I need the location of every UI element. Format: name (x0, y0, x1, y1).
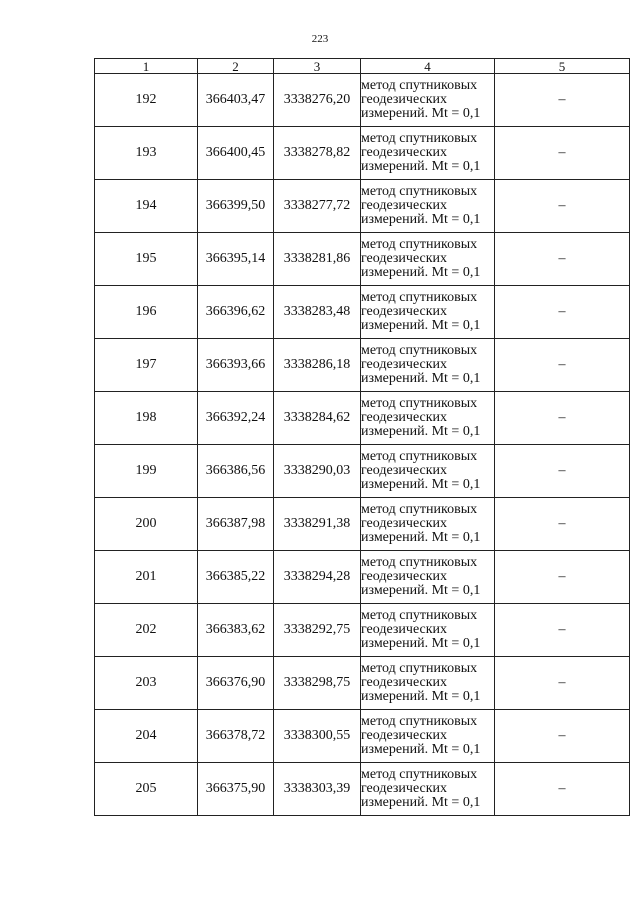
method-line: измерений. Mt = 0,1 (361, 318, 481, 333)
table-row (95, 180, 630, 233)
point-number-cell: 197 (95, 339, 198, 392)
method-line: измерений. Mt = 0,1 (361, 212, 481, 227)
note-cell: – (495, 74, 630, 127)
method-cell (361, 233, 495, 286)
table-row (95, 233, 630, 286)
method-cell (361, 392, 495, 445)
y-coordinate-cell: 3338303,39 (274, 763, 361, 816)
point-number-cell: 195 (95, 233, 198, 286)
x-coordinate-cell: 366403,47 (198, 74, 274, 127)
method-line: измерений. Mt = 0,1 (361, 371, 481, 386)
x-coordinate-cell: 366395,14 (198, 233, 274, 286)
note-cell: – (495, 551, 630, 604)
y-coordinate-cell: 3338294,28 (274, 551, 361, 604)
method-line: геодезических (361, 463, 448, 478)
table-row (95, 445, 630, 498)
table-row (95, 604, 630, 657)
point-number-cell: 199 (95, 445, 198, 498)
method-line: измерений. Mt = 0,1 (361, 530, 481, 545)
method-cell (361, 286, 495, 339)
x-coordinate-cell: 366385,22 (198, 551, 274, 604)
method-cell (361, 763, 495, 816)
method-cell (361, 180, 495, 233)
note-cell: – (495, 392, 630, 445)
method-line: измерений. Mt = 0,1 (361, 742, 481, 757)
method-cell (361, 74, 495, 127)
method-cell (361, 445, 495, 498)
point-number-cell: 205 (95, 763, 198, 816)
table-row (95, 339, 630, 392)
table-row (95, 127, 630, 180)
method-line: геодезических (361, 781, 448, 796)
method-line: метод спутниковых (361, 396, 478, 411)
method-cell (361, 604, 495, 657)
point-number-cell: 202 (95, 604, 198, 657)
x-coordinate-cell: 366387,98 (198, 498, 274, 551)
method-line: геодезических (361, 304, 448, 319)
method-line: геодезических (361, 622, 448, 637)
x-coordinate-cell: 366383,62 (198, 604, 274, 657)
x-coordinate-cell: 366396,62 (198, 286, 274, 339)
y-coordinate-cell: 3338284,62 (274, 392, 361, 445)
method-line: измерений. Mt = 0,1 (361, 689, 481, 704)
method-line: метод спутниковых (361, 767, 478, 782)
note-cell: – (495, 657, 630, 710)
table-row (95, 763, 630, 816)
point-number-cell: 193 (95, 127, 198, 180)
method-line: метод спутниковых (361, 714, 478, 729)
column-header-2: 2 (198, 59, 274, 74)
method-line: измерений. Mt = 0,1 (361, 795, 481, 810)
y-coordinate-cell: 3338292,75 (274, 604, 361, 657)
note-cell: – (495, 604, 630, 657)
method-line: геодезических (361, 198, 448, 213)
coordinates-table (94, 58, 630, 816)
table-row (95, 551, 630, 604)
method-line: геодезических (361, 251, 448, 266)
note-cell: – (495, 498, 630, 551)
table-body (95, 74, 630, 816)
method-line: геодезических (361, 516, 448, 531)
table-row (95, 286, 630, 339)
x-coordinate-cell: 366400,45 (198, 127, 274, 180)
method-line: метод спутниковых (361, 608, 478, 623)
method-cell (361, 498, 495, 551)
note-cell: – (495, 445, 630, 498)
method-line: измерений. Mt = 0,1 (361, 583, 481, 598)
note-cell: – (495, 180, 630, 233)
point-number-cell: 201 (95, 551, 198, 604)
method-line: метод спутниковых (361, 343, 478, 358)
method-cell (361, 339, 495, 392)
method-line: метод спутниковых (361, 78, 478, 93)
table-row (95, 498, 630, 551)
method-line: измерений. Mt = 0,1 (361, 424, 481, 439)
method-cell (361, 551, 495, 604)
point-number-cell: 198 (95, 392, 198, 445)
method-line: геодезических (361, 675, 448, 690)
method-line: геодезических (361, 569, 448, 584)
note-cell: – (495, 286, 630, 339)
method-line: измерений. Mt = 0,1 (361, 159, 481, 174)
y-coordinate-cell: 3338283,48 (274, 286, 361, 339)
x-coordinate-cell: 366399,50 (198, 180, 274, 233)
point-number-cell: 203 (95, 657, 198, 710)
method-line: метод спутниковых (361, 449, 478, 464)
table-row (95, 74, 630, 127)
y-coordinate-cell: 3338300,55 (274, 710, 361, 763)
page-number: 223 (311, 33, 329, 45)
header-row (95, 59, 630, 74)
note-cell: – (495, 763, 630, 816)
method-cell (361, 657, 495, 710)
method-line: измерений. Mt = 0,1 (361, 265, 481, 280)
y-coordinate-cell: 3338286,18 (274, 339, 361, 392)
y-coordinate-cell: 3338278,82 (274, 127, 361, 180)
method-line: геодезических (361, 357, 448, 372)
y-coordinate-cell: 3338290,03 (274, 445, 361, 498)
table-row (95, 710, 630, 763)
point-number-cell: 200 (95, 498, 198, 551)
x-coordinate-cell: 366376,90 (198, 657, 274, 710)
method-line: метод спутниковых (361, 290, 478, 305)
x-coordinate-cell: 366393,66 (198, 339, 274, 392)
column-header-5: 5 (495, 59, 630, 74)
x-coordinate-cell: 366375,90 (198, 763, 274, 816)
method-line: геодезических (361, 145, 448, 160)
y-coordinate-cell: 3338277,72 (274, 180, 361, 233)
x-coordinate-cell: 366386,56 (198, 445, 274, 498)
column-header-4: 4 (361, 59, 495, 74)
column-header-1: 1 (95, 59, 198, 74)
y-coordinate-cell: 3338281,86 (274, 233, 361, 286)
method-line: метод спутниковых (361, 131, 478, 146)
point-number-cell: 194 (95, 180, 198, 233)
note-cell: – (495, 710, 630, 763)
method-line: метод спутниковых (361, 555, 478, 570)
method-cell (361, 710, 495, 763)
x-coordinate-cell: 366378,72 (198, 710, 274, 763)
y-coordinate-cell: 3338298,75 (274, 657, 361, 710)
method-line: измерений. Mt = 0,1 (361, 106, 481, 121)
table-row (95, 657, 630, 710)
method-line: геодезических (361, 410, 448, 425)
method-line: измерений. Mt = 0,1 (361, 477, 481, 492)
point-number-cell: 204 (95, 710, 198, 763)
method-line: метод спутниковых (361, 184, 478, 199)
method-line: метод спутниковых (361, 502, 478, 517)
point-number-cell: 196 (95, 286, 198, 339)
column-header-3: 3 (274, 59, 361, 74)
y-coordinate-cell: 3338291,38 (274, 498, 361, 551)
method-line: метод спутниковых (361, 237, 478, 252)
y-coordinate-cell: 3338276,20 (274, 74, 361, 127)
point-number-cell: 192 (95, 74, 198, 127)
note-cell: – (495, 127, 630, 180)
method-line: метод спутниковых (361, 661, 478, 676)
method-line: геодезических (361, 92, 448, 107)
x-coordinate-cell: 366392,24 (198, 392, 274, 445)
note-cell: – (495, 233, 630, 286)
table-row (95, 392, 630, 445)
method-line: геодезических (361, 728, 448, 743)
method-cell (361, 127, 495, 180)
method-line: измерений. Mt = 0,1 (361, 636, 481, 651)
note-cell: – (495, 339, 630, 392)
